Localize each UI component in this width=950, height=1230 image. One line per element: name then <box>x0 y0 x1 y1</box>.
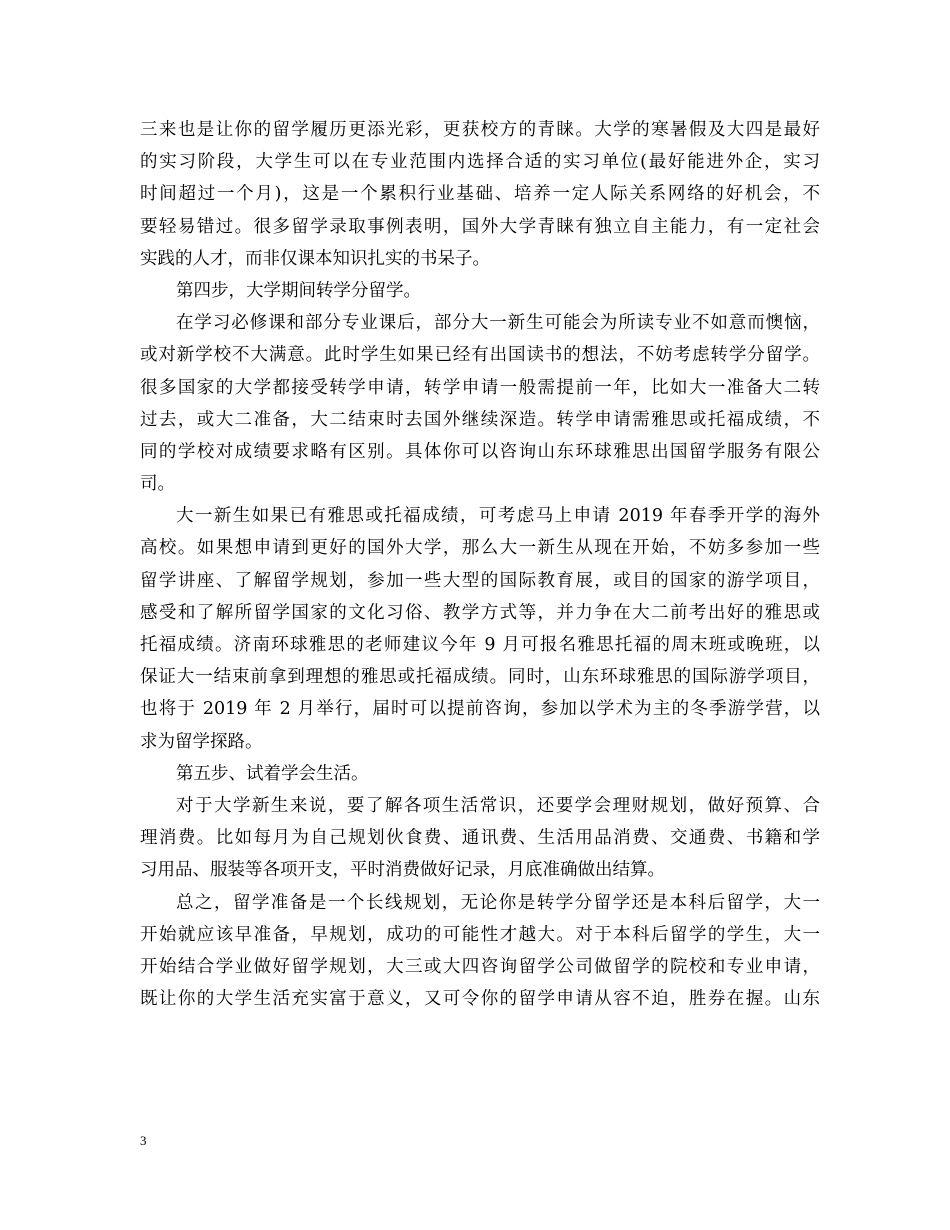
text-line: 开始就应该早准备，早规划，成功的可能性才越大。对于本科后留学的学生，大一 <box>140 924 820 945</box>
text-line: 大一新生如果已有雅思或托福成绩，可考虑马上申请 2019 年春季开学的海外 <box>176 506 820 527</box>
text-line: 第五步、试着学会生活。 <box>176 763 369 784</box>
text-line: 同的学校对成绩要求略有区别。具体你可以咨询山东环球雅思出国留学服务有限公 <box>140 441 820 462</box>
body-text <box>140 114 820 1015</box>
text-line: 习用品、服装等各项开支，平时消费做好记录，月底准确做出结算。 <box>140 860 665 881</box>
text-line: 时间超过一个月)，这是一个累积行业基础、培养一定人际关系网络的好机会，不 <box>140 184 820 205</box>
text-line: 过去，或大二准备，大二结束时去国外继续深造。转学申请需雅思或托福成绩，不 <box>140 409 820 430</box>
text-line: 理消费。比如每月为自己规划伙食费、通讯费、生活用品消费、交通费、书籍和学 <box>140 828 820 849</box>
text-line: 或对新学校不大满意。此时学生如果已经有出国读书的想法，不妨考虑转学分留学。 <box>140 345 820 366</box>
text-line: 高校。如果想申请到更好的国外大学，那么大一新生从现在开始，不妨多参加一些 <box>140 538 820 559</box>
text-line: 留学讲座、了解留学规划，参加一些大型的国际教育展，或目的国家的游学项目， <box>140 570 820 591</box>
text-line: 对于大学新生来说，要了解各项生活常识，还要学会理财规划，做好预算、合 <box>176 795 820 816</box>
text-line: 要轻易错过。很多留学录取事例表明，国外大学青睐有独立自主能力，有一定社会 <box>140 216 820 237</box>
text-line: 也将于 2019 年 2 月举行，届时可以提前咨询，参加以学术为主的冬季游学营，以 <box>140 699 820 720</box>
text-line: 开始结合学业做好留学规划，大三或大四咨询留学公司做留学的院校和专业申请， <box>140 956 820 977</box>
text-line: 实践的人才，而非仅课本知识扎实的书呆子。 <box>140 248 490 269</box>
text-line: 既让你的大学生活充实富于意义，又可令你的留学申请从容不迫，胜券在握。山东 <box>140 989 820 1010</box>
text-line: 在学习必修课和部分专业课后，部分大一新生可能会为所读专业不如意而懊恼， <box>176 313 820 334</box>
text-line: 三来也是让你的留学履历更添光彩，更获校方的青睐。大学的寒暑假及大四是最好 <box>140 120 820 140</box>
text-line: 的实习阶段，大学生可以在专业范围内选择合适的实习单位(最好能进外企，实习 <box>140 152 820 173</box>
text-line: 保证大一结束前拿到理想的雅思或托福成绩。同时，山东环球雅思的国际游学项目， <box>140 667 820 688</box>
text-line: 托福成绩。济南环球雅思的老师建议今年 9 月可报名雅思托福的周末班或晚班，以 <box>140 635 820 655</box>
text-line: 总之，留学准备是一个长线规划，无论你是转学分留学还是本科后留学，大一 <box>176 892 820 913</box>
text-line: 司。 <box>140 474 175 495</box>
page-number: 3 <box>140 1133 147 1148</box>
text-line: 感受和了解所留学国家的文化习俗、教学方式等，并力争在大二前考出好的雅思或 <box>140 602 820 623</box>
text-line: 很多国家的大学都接受转学申请，转学申请一般需提前一年，比如大一准备大二转 <box>140 377 820 398</box>
text-line: 第四步，大学期间转学分留学。 <box>176 280 421 301</box>
text-line: 求为留学探路。 <box>140 731 263 752</box>
